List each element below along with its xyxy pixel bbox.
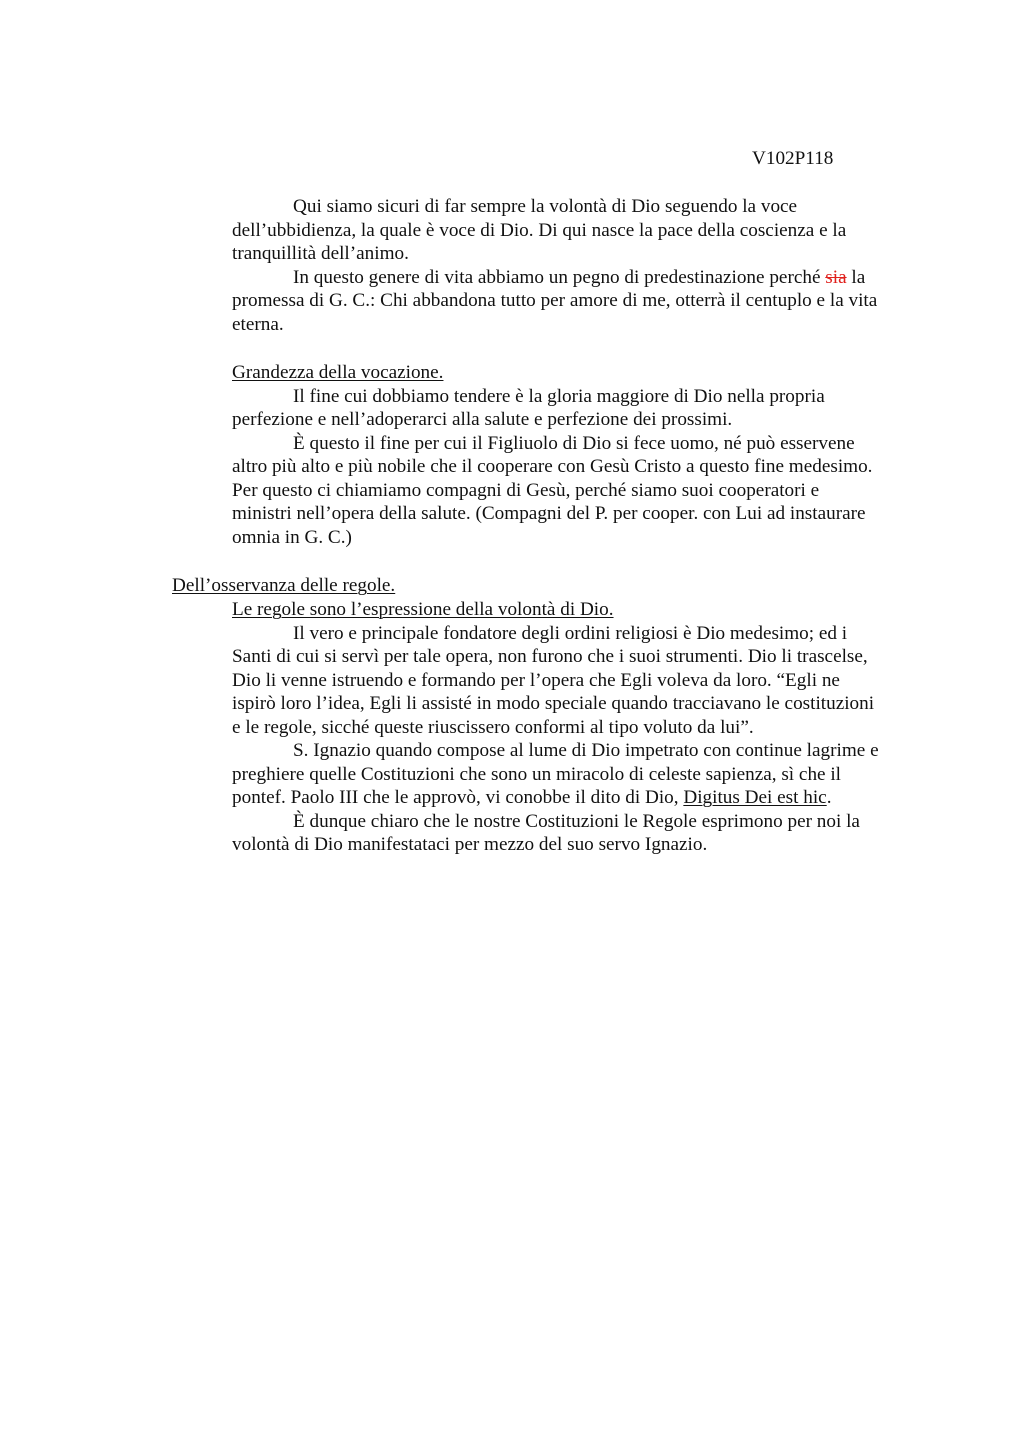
para2-text-a: In questo genere di vita abbiamo un pegno di predestinazione perché [293,266,826,288]
para3-line1: Il fine cui dobbiamo tendere è la gloria maggiore di Dio nella propria [293,385,825,407]
para1-line3: tranquillità dell’animo. [232,243,409,264]
deleted-word: sia [825,266,847,288]
para2-line1 [232,266,932,290]
para4-line2: altro più alto e più nobile che il cooperare con Gesù Cristo a questo fine medesimo. [232,456,873,477]
subheading-regole [232,598,932,622]
para5-line5: e le regole, sicché queste riuscissero conformi al tipo voluto da lui”. [232,716,754,738]
paragraph-group-obedience [232,195,932,336]
para2-line3: eterna. [232,313,284,335]
para6-text-a: pontef. Paolo III che le approvò, vi conobbe il dito di Dio, [232,787,684,808]
para3-line2: perfezione e nell’adoperarci alla salute e perfezione dei prossimi. [232,409,733,430]
para1-line2: dell’ubbidienza, la quale è voce di Dio. Di qui nasce la pace della coscienza e la [232,219,847,241]
para4-line4: ministri nell’opera della salute. (Compagni del P. per cooper. con Lui ad instaurare [232,503,866,524]
para4-line3: Per questo ci chiamiamo compagni di Gesù, perché siamo suoi cooperatori e [232,479,820,501]
heading-grandezza [232,361,932,385]
para2-text-b: la [846,266,866,288]
para6-text-b: . [826,787,832,808]
para1-line1: Qui siamo sicuri di far sempre la volontà di Dio seguendo la voce [293,196,798,217]
page-identifier: V102P118 [752,148,834,169]
para6-line2: preghiere quelle Costituzioni che sono un miracolo di celeste sapienza, sì che il [232,763,842,785]
heading-osservanza-text: Dell’osservanza delle regole. [172,575,396,596]
para4-line5: omnia in G. C.) [232,526,352,548]
para5-line2: Santi di cui si servì per tale opera, non furono che i suoi strumenti. Dio li trascelse, [232,646,868,667]
para5-line1: Il vero e principale fondatore degli ordini religiosi è Dio medesimo; ed i [293,622,848,644]
para6-line1: S. Ignazio quando compose al lume di Dio impetrato con continue lagrime e [293,740,879,761]
section-grandezza [232,361,932,549]
para5-line4: ispirò loro l’idea, Egli li assisté in modo speciale quando tracciavano le costituzioni [232,693,875,714]
section-regole [232,598,932,857]
heading-grandezza-text: Grandezza della vocazione. [232,362,444,383]
para5-line3: Dio li venne istruendo e formando per l’opera che Egli voleva da loro. “Egli ne [232,669,840,691]
heading-osservanza [172,574,395,598]
para7-line2: volontà di Dio manifestataci per mezzo del suo servo Ignazio. [232,834,708,855]
latin-quote: Digitus Dei est hic [683,787,827,808]
para4-line1: È questo il fine per cui il Figliuolo di Dio si fece uomo, né può esservene [293,432,855,454]
subheading-regole-text: Le regole sono l’espressione della volontà di Dio. [232,599,614,620]
para2-line2: promessa di G. C.: Chi abbandona tutto per amore di me, otterrà il centuplo e la vita [232,290,878,311]
para7-line1: È dunque chiaro che le nostre Costituzioni le Regole esprimono per noi la [293,810,860,832]
para6-line3 [232,786,932,810]
